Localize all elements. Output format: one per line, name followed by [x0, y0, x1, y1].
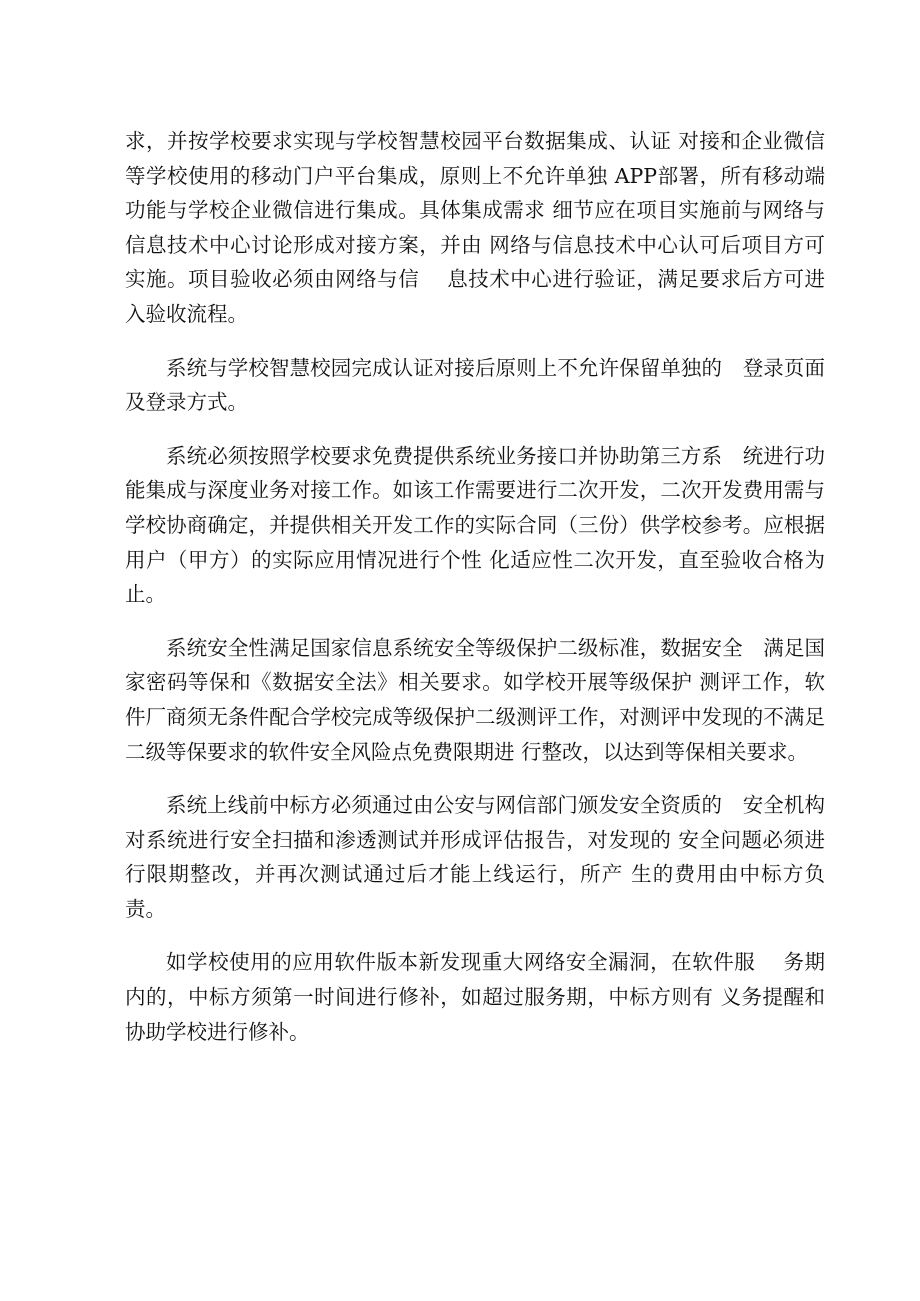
paragraph-security-scan: 系统上线前中标方必须通过由公安与网信部门颁发安全资质的 安全机构对系统进行安全扫描和渗透测试并形成评估报告，对发现的 安全问题必须进行限期整改，并再次测试通过后才能上线运行，所产 生的费用由中标方负责。 [125, 793, 825, 921]
paragraph-integration-requirements: 求，并按学校要求实现与学校智慧校园平台数据集成、认证 对接和企业微信等学校使用的移动门户平台集成，原则上不允许单独 APP部署，所有移动端功能与学校企业微信进行集成。具体集成需求 细节应在项目实施前与网络与信息技术中心讨论形成对接方案，并由 网络与信息技术中心认可后项目方可实施。项目验收必须由网络与信 息技术中心进行验证，满足要求后方可进入验收流程。 [125, 129, 825, 326]
paragraph-security-level: 系统安全性满足国家信息系统安全等级保护二级标准，数据安全 满足国家密码等保和《数据安全法》相关要求。如学校开展等级保护 测评工作，软件厂商须无条件配合学校完成等级保护二级测评工作，对测评中发现的不满足二级等保要求的软件安全风险点免费限期进 行整改，以达到等保相关要求。 [125, 635, 825, 764]
paragraph-vulnerability-fix: 如学校使用的应用软件版本新发现重大网络安全漏洞，在软件服 务期内的，中标方须第一时间进行修补，如超过服务期，中标方则有 义务提醒和协助学校进行修补。 [125, 950, 825, 1044]
paragraph-login-page: 系统与学校智慧校园完成认证对接后原则上不允许保留单独的 登录页面及登录方式。 [125, 355, 825, 415]
paragraph-business-interface: 系统必须按照学校要求免费提供系统业务接口并协助第三方系 统进行功能集成与深度业务对接工作。如该工作需要进行二次开发，二次开发费用需与学校协商确定，并提供相关开发工作的实际合同（三份）供学校参考。应根据用户（甲方）的实际应用情况进行个性 化适应性二次开发，直至验收合格为止。 [125, 443, 825, 607]
document-body [125, 124, 825, 1068]
